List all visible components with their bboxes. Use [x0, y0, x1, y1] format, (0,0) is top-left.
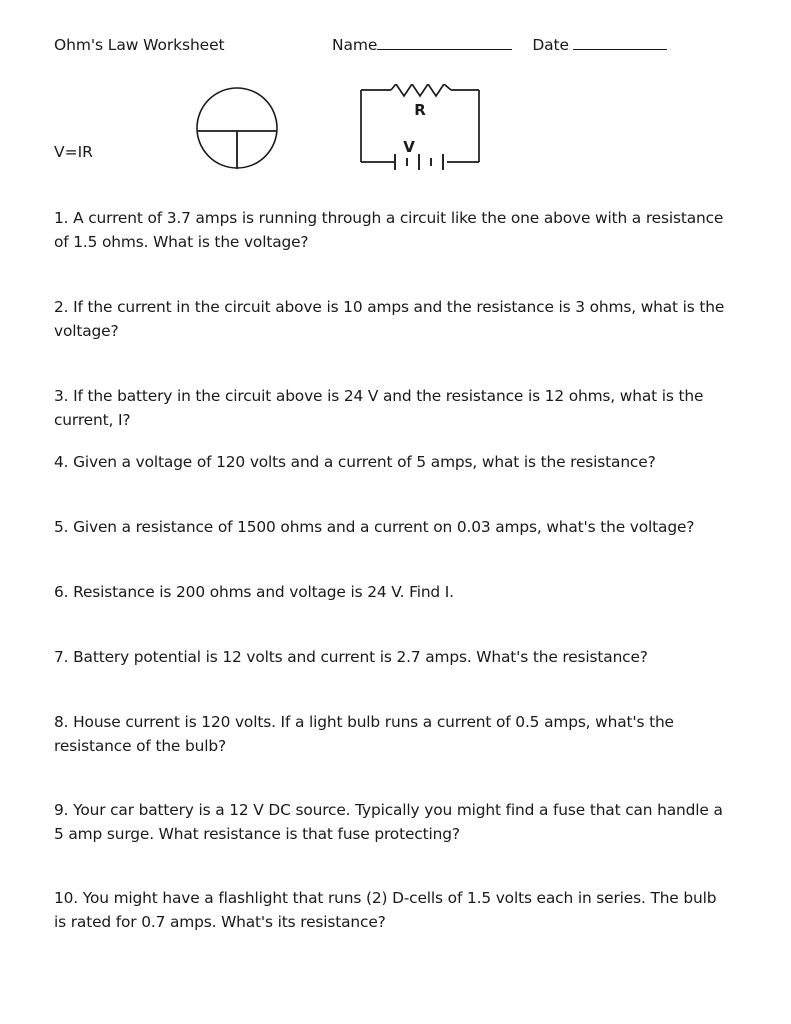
ohms-law-formula: V=IR: [54, 143, 93, 161]
resistor-label: R: [414, 101, 426, 119]
question-item-8: 8. House current is 120 volts. If a light bulb runs a current of 0.5 amps, what's the resistance of the bulb?: [54, 713, 674, 755]
question-item-4: 4. Given a voltage of 120 volts and a current of 5 amps, what is the resistance?: [54, 453, 656, 471]
date-input-blank[interactable]: [573, 36, 667, 50]
page-title: Ohm's Law Worksheet: [54, 36, 225, 54]
question-list: [54, 206, 726, 934]
name-input-blank[interactable]: [377, 36, 512, 50]
series-circuit-icon: [355, 84, 485, 174]
ohms-law-circle-icon: [195, 84, 283, 174]
name-label: Name: [332, 36, 378, 54]
question-item-5: 5. Given a resistance of 1500 ohms and a current on 0.03 amps, what's the voltage?: [54, 518, 695, 536]
question-item-3: 3. If the battery in the circuit above is 24 V and the resistance is 12 ohms, what is the current, I?: [54, 387, 704, 429]
question-item-7: 7. Battery potential is 12 volts and current is 2.7 amps. What's the resistance?: [54, 648, 648, 666]
circuit-diagram: [355, 84, 485, 178]
worksheet-header: [54, 36, 744, 62]
question-item-2: 2. If the current in the circuit above is 10 amps and the resistance is 3 ohms, what is the voltage?: [54, 298, 725, 340]
date-label: Date: [532, 36, 569, 54]
ohms-law-circle-diagram: [195, 84, 283, 178]
name-field: [332, 36, 512, 54]
date-field: [532, 36, 667, 54]
battery-label: V: [403, 138, 415, 156]
question-item-10: 10. You might have a flashlight that runs (2) D-cells of 1.5 volts each in series. The bulb is rated for 0.7 amps. What's its resistance?: [54, 889, 717, 931]
question-item-6: 6. Resistance is 200 ohms and voltage is 24 V. Find I.: [54, 583, 454, 601]
question-item-1: 1. A current of 3.7 amps is running through a circuit like the one above with a resistance of 1.5 ohms. What is the voltage?: [54, 209, 724, 251]
question-item-9: 9. Your car battery is a 12 V DC source. Typically you might find a fuse that can handle a 5 amp surge. What resistance is that fuse protecting?: [54, 801, 723, 843]
